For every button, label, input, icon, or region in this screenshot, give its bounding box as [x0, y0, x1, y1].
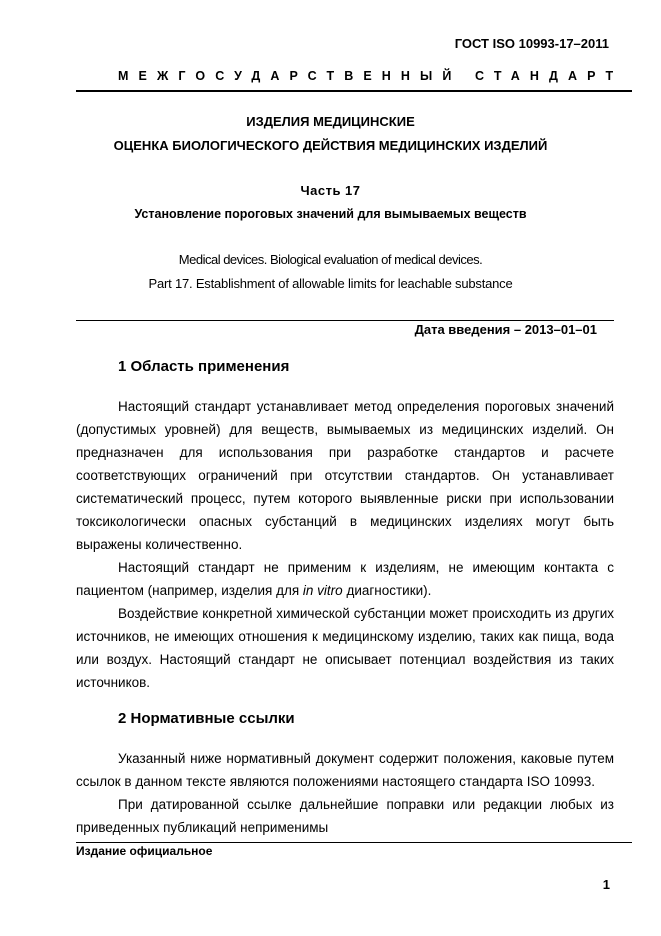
document-code: ГОСТ ISO 10993-17–2011	[454, 36, 609, 51]
scope-paragraph-3: Воздействие конкретной химической субстанции может происходить из других источников, не имеющих отношения к медицинскому изделию, таких как пища, вода или воздух. Настоящий стандарт не описывает потенциал воздействия из таких источников.	[76, 606, 614, 690]
header-divider	[76, 90, 632, 92]
part-number: Часть 17	[300, 183, 361, 198]
scope-paragraph-1: Настоящий стандарт устанавливает метод определения пороговых значений (допустимых уровней) для веществ, вымываемых из медицинских изделий. Он предназначен для использования при разработке стандартов и расчете соответствующих ограничений при отсутствии стандартов. Он устанавливает систематический процесс, путем которого выявленные риски при использовании токсикологически опасных субстанций в медицинских изделиях могут быть выражены количественно.	[76, 399, 614, 552]
introduction-date: Дата введения – 2013–01–01	[414, 322, 597, 337]
scope-p2-text-end: диагностики).	[342, 583, 432, 598]
in-vitro-term: in vitro	[302, 583, 343, 598]
section-heading-scope: 1 Область применения	[118, 358, 290, 375]
footer-divider	[76, 842, 632, 843]
title-line-2: ОЦЕНКА БИОЛОГИЧЕСКОГО ДЕЙСТВИЯ МЕДИЦИНСКИХ ИЗДЕЛИЙ	[113, 138, 548, 153]
section-heading-normative-references: 2 Нормативные ссылки	[118, 710, 295, 727]
part-subtitle: Установление пороговых значений для вымываемых веществ	[134, 207, 527, 221]
normative-paragraph-1: Указанный ниже нормативный документ содержит положения, каковые путем ссылок в данном тексте являются положениями настоящего стандарта ISO 10993.	[76, 751, 614, 789]
official-edition-label: Издание официальное	[76, 844, 213, 858]
interstate-standard-label: МЕЖГОСУДАРСТВЕННЫЙ СТАНДАРТ	[118, 69, 624, 83]
english-title-line-1: Medical devices. Biological evaluation of medical devices.	[178, 252, 483, 267]
normative-paragraph-2: При датированной ссылке дальнейшие поправки или редакции любых из приведенных публикаций неприменимы	[76, 797, 614, 835]
page-number: 1	[602, 877, 610, 892]
title-line-1: ИЗДЕЛИЯ МЕДИЦИНСКИЕ	[246, 114, 415, 129]
english-title-line-2: Part 17. Establishment of allowable limits for leachable substance	[148, 276, 513, 291]
scope-p2-text-start: Настоящий стандарт не применим к изделиям, не имеющим контакта с пациентом (например, изделия для	[76, 560, 614, 598]
scope-paragraph-2	[76, 556, 614, 602]
title-divider	[76, 320, 614, 321]
